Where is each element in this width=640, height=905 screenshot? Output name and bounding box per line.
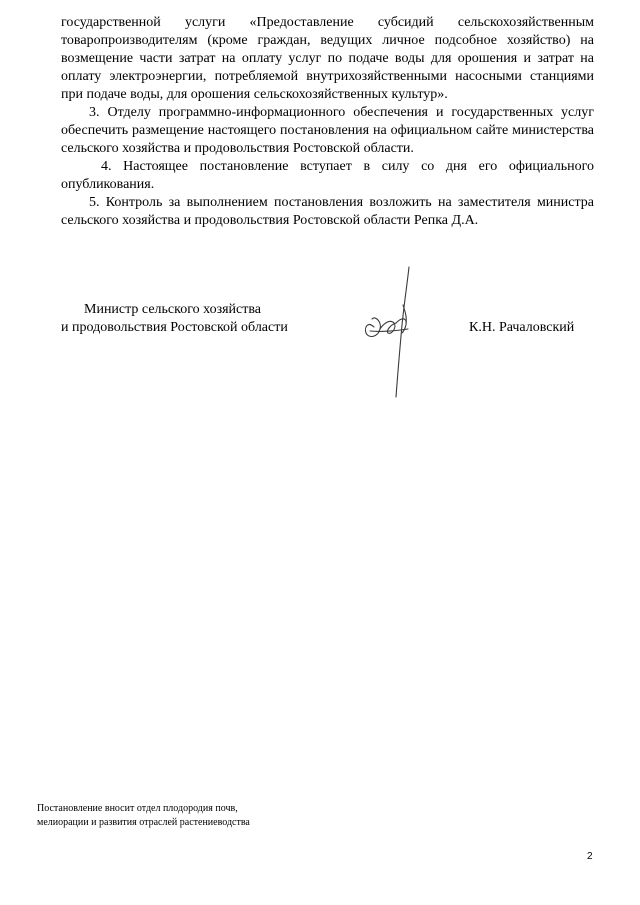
signatory-title-line-1: Министр сельского хозяйства [84, 302, 261, 317]
paragraph-item-5: 5. Контроль за выполнением постановления возложить на заместителя министра сельского хозяйства и продовольствия Ростовской области Репка Д.А. [61, 195, 594, 228]
document-body [61, 14, 594, 230]
footer-note [37, 802, 250, 830]
signatory-title-line-2: и продовольствия Ростовской области [61, 320, 288, 335]
paragraph-continuation: государственной услуги «Предоставление субсидий сельскохозяйственным товаропроизводителям (кроме граждан, ведущих личное подсобное хозяйство) на возмещение части затрат на оплату услуг по подаче воды для орошения и затрат на оплату электроэнергии, потребляемой внутрихозяйственными насосными станциями при подаче воды, для орошения сельскохозяйственных культур». [61, 15, 594, 102]
handwritten-signature [360, 265, 440, 400]
signatory-name: К.Н. Рачаловский [469, 320, 575, 335]
paragraph-item-4: 4. Настоящее постановление вступает в силу со дня его официального опубликования. [61, 159, 594, 192]
footer-note-line-2: мелиорации и развития отраслей растениеводства [37, 817, 250, 828]
footer-note-line-1: Постановление вносит отдел плодородия почв, [37, 803, 238, 814]
paragraph-item-3: 3. Отделу программно-информационного обеспечения и государственных услуг обеспечить размещение настоящего постановления на официальном сайте министерства сельского хозяйства и продовольствия Ростовской области. [61, 105, 594, 156]
page-number: 2 [587, 851, 593, 862]
signatory-title [61, 301, 288, 337]
